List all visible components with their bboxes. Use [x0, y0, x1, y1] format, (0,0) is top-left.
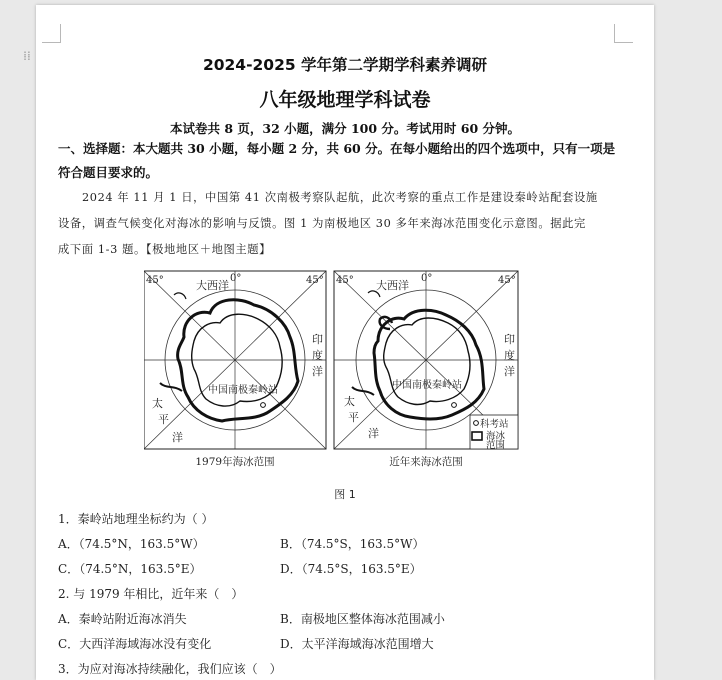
- legend-sea-ice-label-1: 海冰: [486, 431, 506, 442]
- ocean-label-pacific-2: 平: [158, 413, 169, 426]
- lon-label-center: 0°: [230, 273, 242, 284]
- island: [174, 293, 186, 299]
- lon-label-left: 45°: [146, 275, 164, 286]
- legend-station-marker: [474, 421, 479, 426]
- station-marker: [261, 403, 266, 408]
- exam-title: 2024-2025 学年第二学期学科素养调研: [202, 56, 488, 74]
- ocean-label-indian-1: 印: [312, 333, 323, 346]
- exam-info: 本试卷共 8 页，32 小题，满分 100 分。考试用时 60 分钟。: [169, 121, 521, 136]
- ocean-label-indian-3: 洋: [312, 365, 323, 378]
- intro-line-2: 设备，调查气候变化对海冰的影响与反馈。图 1 为南极地区 30 多年来海冰范围变化示意图。据此完: [58, 217, 586, 230]
- question-2: 2. 与 1979 年相比，近年来（ ）: [58, 587, 244, 601]
- map-caption: 近年来海冰范围: [389, 456, 463, 468]
- map-1979: [144, 271, 326, 468]
- question-1-option-a[interactable]: A．（74.5°N，163.5°W）: [58, 537, 205, 551]
- ocean-label-pacific-2: 平: [348, 411, 359, 424]
- margin-corner-top-left: [42, 24, 61, 43]
- lon-label-right: 45°: [306, 275, 324, 286]
- question-1: 1．秦岭站地理坐标约为（ ）: [58, 512, 214, 526]
- ocean-label-pacific-1: 太: [152, 397, 163, 410]
- margin-corner-top-right: [614, 24, 633, 43]
- question-1-option-b[interactable]: B．（74.5°S，163.5°W）: [280, 537, 425, 551]
- drag-handle-icon[interactable]: ⁞⁞: [23, 49, 31, 63]
- exam-subtitle: 八年级地理学科试卷: [259, 89, 431, 111]
- ocean-label-pacific-3: 洋: [172, 431, 183, 444]
- map-recent: [334, 271, 518, 468]
- ocean-label-indian-2: 度: [504, 349, 515, 362]
- question-2-option-d[interactable]: D．太平洋海域海冰范围增大: [280, 637, 434, 651]
- question-1-option-c[interactable]: C．（74.5°N，163.5°E）: [58, 562, 202, 576]
- lon-label-center: 0°: [421, 273, 433, 284]
- question-3: 3．为应对海冰持续融化，我们应该（ ）: [58, 662, 282, 676]
- lon-label-right: 45°: [498, 275, 516, 286]
- legend-sea-ice-swatch: [472, 432, 482, 440]
- ocean-label-pacific-3: 洋: [368, 427, 379, 440]
- map-caption: 1979年海冰范围: [195, 456, 275, 468]
- lon-label-left: 45°: [336, 275, 354, 286]
- peninsula: [352, 387, 374, 395]
- ocean-label-indian-2: 度: [312, 349, 323, 362]
- section-heading-line-1: 一、选择题：本大题共 30 小题，每小题 2 分，共 60 分。在每小题给出的四个选项中，只有一项是: [58, 141, 616, 156]
- ocean-label-indian-1: 印: [504, 333, 515, 346]
- intro-line-1: 2024 年 11 月 1 日，中国第 41 次南极考察队起航，此次考察的重点工作是建设秦岭站配套设施: [82, 191, 598, 204]
- peninsula: [160, 383, 182, 391]
- document-page: [36, 5, 654, 680]
- ocean-label-indian-3: 洋: [504, 365, 515, 378]
- ocean-label-pacific-1: 太: [344, 395, 355, 408]
- antarctic-sea-ice-figure: [144, 269, 538, 469]
- section-heading-line-2: 符合题目要求的。: [58, 165, 159, 180]
- intro-line-3: 成下面 1-3 题。【极地地区＋地图主题】: [58, 243, 272, 256]
- question-2-option-a[interactable]: A．秦岭站附近海冰消失: [58, 612, 187, 626]
- question-2-option-c[interactable]: C．大西洋海域海冰没有变化: [58, 637, 212, 651]
- question-2-option-b[interactable]: B．南极地区整体海冰范围减小: [280, 612, 445, 626]
- station-label: 中国南极秦岭站: [392, 380, 462, 391]
- station-label: 中国南极秦岭站: [208, 385, 278, 396]
- ocean-label-atlantic: 大西洋: [196, 279, 229, 292]
- station-marker: [452, 403, 457, 408]
- figure-label: 图 1: [334, 488, 356, 501]
- section-heading: [58, 137, 628, 185]
- legend-station-label: 科考站: [480, 419, 509, 430]
- ocean-label-atlantic: 大西洋: [376, 279, 409, 292]
- legend-sea-ice-label-2: 范围: [486, 440, 506, 451]
- sea-ice-extent: [374, 310, 484, 419]
- question-1-option-d[interactable]: D．（74.5°S，163.5°E）: [280, 562, 422, 576]
